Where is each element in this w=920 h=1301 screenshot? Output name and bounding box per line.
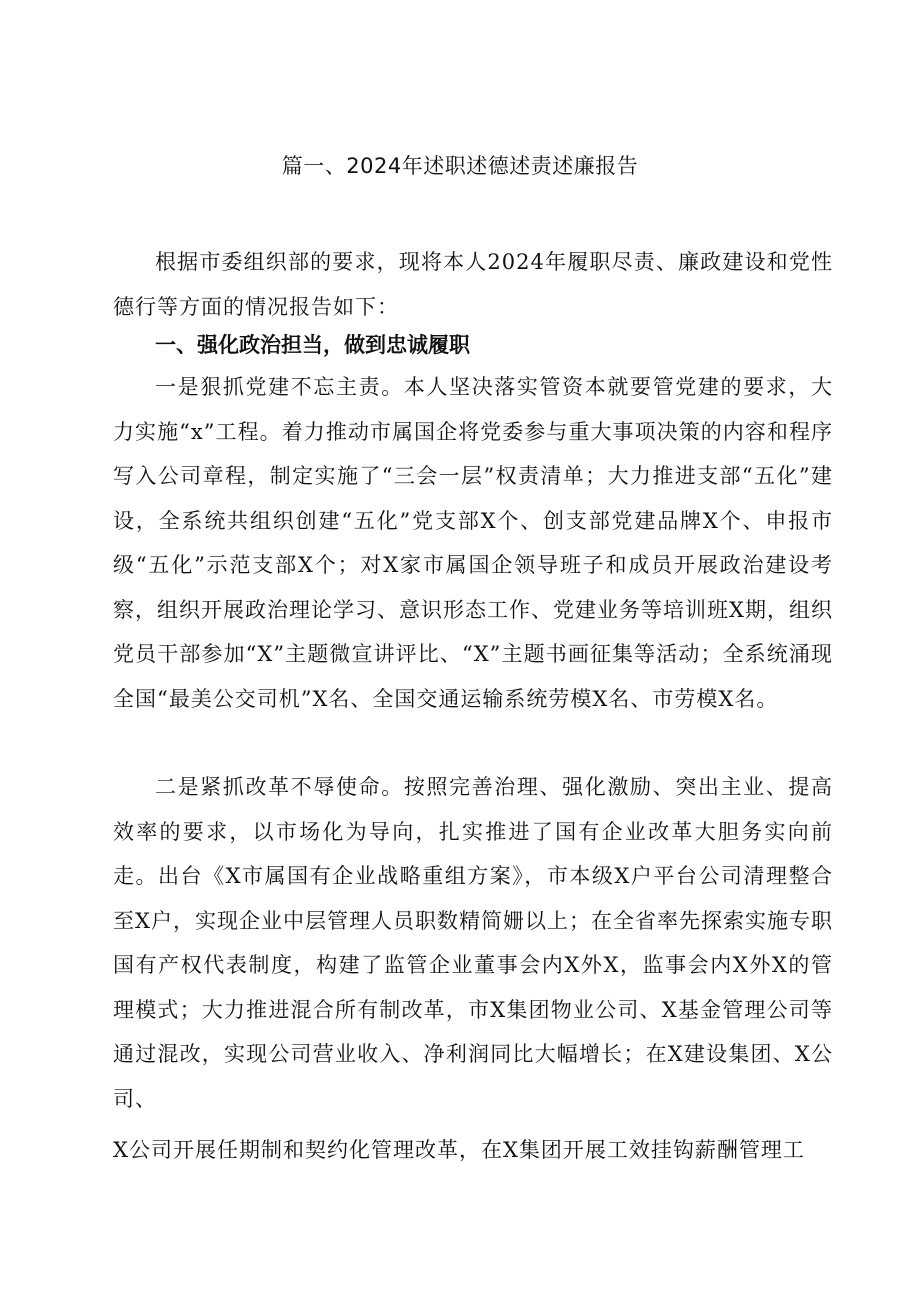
paragraph-reform: 二是紧抓改革不辱使命。按照完善治理、强化激励、突出主业、提高效率的要求，以市场化为导向，扎实推进了国有企业改革大胆务实向前走。出台《X市属国有企业战略重组方案》，市本级X户平台公司清理整合至X户，实现企业中层管理人员职数精简姗以上；在全省率先探索实施专职国有产权代表制度，构建了监管企业董事会内X外X，监事会内X外X的管理模式；大力推进混合所有制改革，市X集团物业公司、X基金管理公司等通过混改，实现公司营业收入、净利润同比大幅增长；在X建设集团、X公司、 [113, 775, 833, 1111]
intro-paragraph: 根据市委组织部的要求，现将本人2024年履职尽责、廉政建设和党性德行等方面的情况报告如下： [113, 250, 833, 319]
paragraph-continued: X公司开展任期制和契约化管理改革，在X集团开展工效挂钩薪酬管理工 [113, 1138, 805, 1162]
document-title: 篇一、2024年述职述德述责述廉报告 [281, 154, 639, 178]
section-heading: 一、强化政治担当，做到忠诚履职 [155, 333, 470, 357]
paragraph-party-building: 一是狠抓党建不忘主责。本人坚决落实管资本就要管党建的要求，大力实施“x”工程。着力推动市属国企将党委参与重大事项决策的内容和程序写入公司章程，制定实施了“三会一层”权责清单；大力推进支部“五化”建设，全系统共组织创建“五化”党支部X个、创支部党建品牌X个、申报市级“五化”示范支部X个；对X家市属国企领导班子和成员开展政治建设考察，组织开展政治理论学习、意识形态工作、党建业务等培训班X期，组织党员干部参加“X”主题微宣讲评比、“X”主题书画征集等活动；全系统涌现全国“最美公交司机”X名、全国交通运输系统劳模X名、市劳模X名。 [113, 375, 833, 711]
